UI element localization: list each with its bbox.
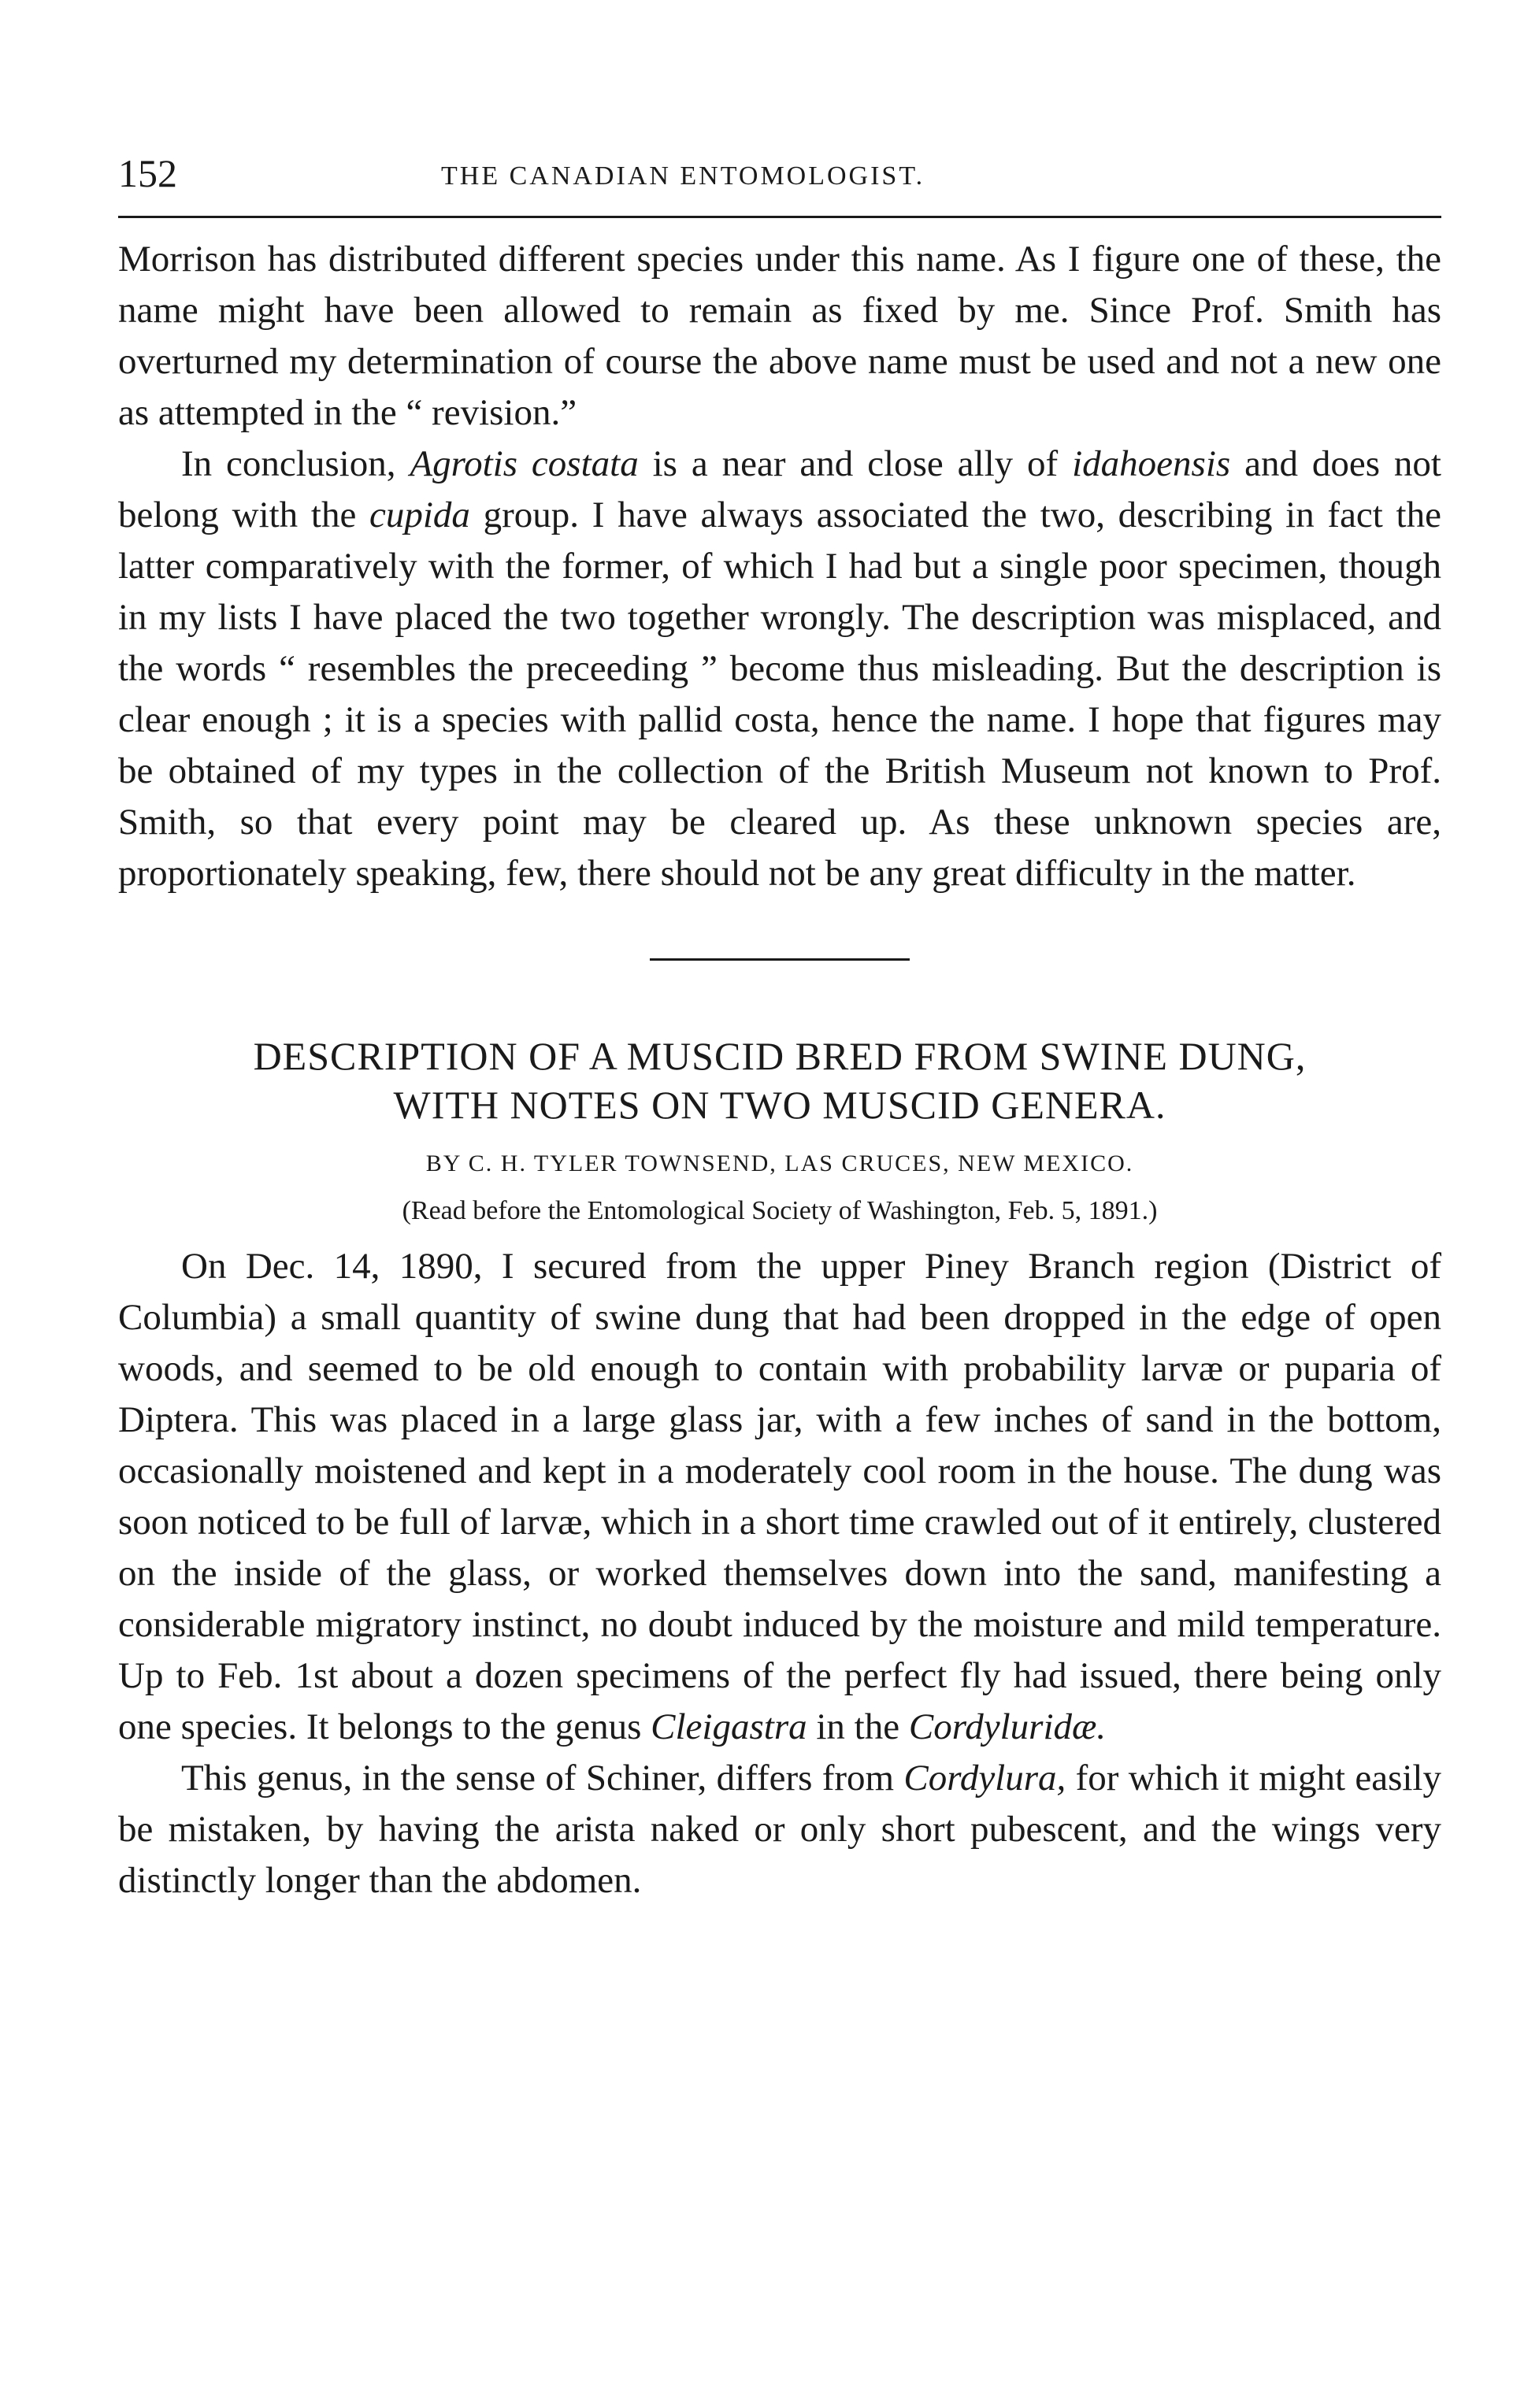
family-name: Cordyluridæ. bbox=[908, 1706, 1107, 1747]
text-run: for which it might easily be mistaken, by having the arista naked or only short pubescent, and the wings very distinctly longer than the abdomen. bbox=[118, 1758, 1441, 1901]
article-paragraph-2 bbox=[118, 1753, 1441, 1906]
text-run: group. I have always associated the two, describing in fact the latter comparatively with the former, of which I had but a single poor specimen, though in my lists I have placed the two together wrongly. The description was misplaced, and the words “ resembles the preceeding ” become thus misleading. But the description is clear enough ; it is a species with pallid costa, hence the name. I hope that figures may be obtained of my types in the collection of the British Museum not known to Prof. Smith, so that every point may be cleared up. As these unknown species are, proportionately speaking, few, there should not be any great difficulty in the matter. bbox=[118, 495, 1441, 894]
read-note: (Read before the Entomological Society of Washington, Feb. 5, 1891.) bbox=[402, 1196, 1158, 1225]
page-number: 152 bbox=[118, 151, 177, 195]
species-name: Agrotis costata bbox=[410, 443, 639, 484]
text-run: and does not belong with the bbox=[118, 443, 1441, 535]
genus-name: Cordylura, bbox=[903, 1758, 1066, 1799]
text-run: This genus, in the sense of Schiner, differs from bbox=[181, 1758, 904, 1799]
species-name: cupida bbox=[369, 495, 470, 535]
article-title-line-1: DESCRIPTION OF A MUSCID BRED FROM SWINE DUNG, bbox=[253, 1034, 1307, 1078]
text-run: In conclusion, bbox=[181, 443, 410, 484]
article-title-line-2: WITH NOTES ON TWO MUSCID GENERA. bbox=[393, 1083, 1166, 1127]
continued-paragraph: Morrison has distributed different species under this name. As I figure one of these, the name might have been allowed to remain as fixed by me. Since Prof. Smith has overturned my determination of course the above name must be used and not a new one as attempted in the “ revision.” bbox=[118, 239, 1441, 433]
page-header bbox=[118, 150, 1441, 205]
text-run: is a near and close ally of bbox=[638, 443, 1073, 484]
conclusion-paragraph bbox=[118, 439, 1441, 899]
text-run: in the bbox=[807, 1706, 909, 1747]
section-divider bbox=[650, 958, 910, 961]
text-run: On Dec. 14, 1890, I secured from the upper Piney Branch region (District of Columbia) a small quantity of swine dung that had been dropped in the edge of open woods, and seemed to be old enough to contain with probability larvæ or puparia of Diptera. This was placed in a large glass jar, with a few inches of sand in the bottom, occasionally moistened and kept in a moderately cool room in the house. The dung was soon noticed to be full of larvæ, which in a short time crawled out of it entirely, clustered on the inside of the glass, or worked themselves down into the sand, manifesting a considerable migratory instinct, no doubt induced by the moisture and mild temperature. Up to Feb. 1st about a dozen specimens of the perfect fly had issued, there being only one species. It belongs to the genus bbox=[118, 1246, 1441, 1747]
species-name: idahoensis bbox=[1072, 443, 1231, 484]
running-head: THE CANADIAN ENTOMOLOGIST. bbox=[441, 161, 925, 191]
article-byline: BY C. H. TYLER TOWNSEND, LAS CRUCES, NEW MEXICO. bbox=[425, 1150, 1134, 1176]
header-rule bbox=[118, 216, 1441, 218]
document-page bbox=[118, 150, 1441, 1906]
article-paragraph-1 bbox=[118, 1241, 1441, 1753]
genus-name: Cleigastra bbox=[651, 1706, 807, 1747]
